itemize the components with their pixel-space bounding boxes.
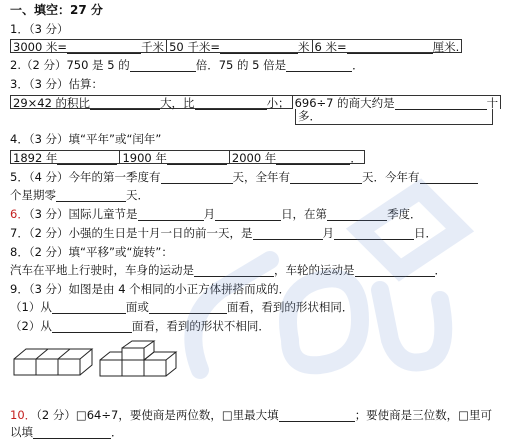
question-6 (10, 207, 422, 221)
q3-a2-text: 大，比 (160, 96, 195, 110)
q2-text2: 倍．75 的 5 倍是 (195, 58, 287, 72)
answer-blank[interactable] (355, 264, 435, 277)
q7-text3: 日． (414, 226, 438, 240)
question-10 (10, 408, 492, 422)
q6-text2: 月 (203, 207, 216, 221)
q4-b-text: 1900 年 (122, 151, 167, 165)
q7-text1: 7．（2 分）小强的生日是十月一日的前一天，是 (10, 226, 253, 240)
q4-a-text: 1892 年 (13, 151, 58, 165)
q10-end: ． (111, 425, 123, 439)
question-9-head (10, 282, 290, 296)
q1-b-unit: 米 (298, 40, 310, 54)
q10-text3: 以填 (10, 425, 33, 439)
question-5 (10, 170, 478, 184)
cube-figure-right (98, 340, 182, 378)
answer-blank[interactable] (138, 208, 204, 221)
question-9-part-1 (10, 300, 353, 314)
answer-blank[interactable] (276, 152, 350, 165)
question-10-cont (10, 425, 123, 439)
q9-l2a: （2）从 (10, 319, 52, 333)
q5-text2: 天，全年有 (232, 170, 291, 184)
question-7 (10, 226, 437, 240)
section-title-text: 一、填空：27 分 (10, 3, 103, 17)
answer-blank[interactable] (215, 208, 281, 221)
q10-text1: （2 分）□64÷7，要使商是两位数，□里最大填 (36, 408, 279, 422)
answer-blank[interactable] (57, 152, 117, 165)
answer-blank[interactable] (327, 208, 387, 221)
answer-blank[interactable] (33, 426, 111, 439)
answer-blank[interactable] (286, 59, 352, 72)
q1-a-unit: 千米 (141, 40, 165, 54)
question-8 (10, 263, 446, 277)
q2-num: 2. (10, 58, 21, 72)
watermark-logo (160, 170, 480, 390)
q1-c-unit: 厘米. (432, 40, 460, 54)
q6-text3: 日，在第 (281, 207, 328, 221)
q4-end: ． (350, 151, 362, 165)
q10-text2: ；要使商是三位数，□里可 (354, 408, 493, 422)
q9-l1b: 面或 (125, 300, 149, 314)
question-5-cont (10, 188, 149, 202)
q2-text1: （2 分）750 是 5 的 (20, 58, 130, 72)
answer-blank[interactable] (279, 409, 355, 422)
q1-box-c (313, 39, 463, 53)
question-4-head (10, 132, 161, 146)
answer-blank[interactable] (167, 152, 227, 165)
q10-num: 10． (10, 408, 37, 422)
question-2 (10, 58, 364, 72)
q1-box-a (10, 39, 167, 53)
q4-c-text: 2000 年 (231, 151, 277, 165)
q3-box-b-cont (295, 109, 493, 125)
answer-blank[interactable] (52, 320, 132, 333)
q9-head-text: 9．（3 分）如图是由 4 个相同的小正方体拼搭而成的． (10, 282, 291, 296)
answer-blank[interactable] (347, 41, 433, 54)
answer-blank[interactable] (220, 41, 298, 54)
q1-box-b (167, 39, 312, 53)
q2-end: ． (352, 58, 364, 72)
answer-blank[interactable] (290, 171, 362, 184)
q6-text1: （3 分）国际儿童节是 (28, 207, 138, 221)
q8-text2: ，车轮的运动是 (274, 263, 355, 277)
q5-text1: 5．（4 分）今年的第一季度有 (10, 170, 161, 184)
q7-text2: 月 (322, 226, 335, 240)
q8-end: ． (434, 263, 446, 277)
q3-b-text: 696÷7 的商大约是 (294, 96, 395, 110)
q9-l1a: （1）从 (10, 300, 52, 314)
answer-blank[interactable] (52, 301, 126, 314)
question-3 (10, 95, 501, 110)
q3-b3-text: 多． (298, 109, 321, 123)
q4-box-a (10, 150, 120, 164)
question-4 (10, 150, 365, 165)
q3-b2-text: 十 (486, 96, 499, 110)
q1-b-text: 50 千米= (169, 40, 220, 54)
cube-figure-left (12, 345, 96, 377)
answer-blank[interactable] (149, 301, 227, 314)
q3-head-text: 3．（3 分）估算： (10, 77, 104, 91)
q3-a-text: 29×42 的积比 (13, 96, 91, 110)
q6-text4: 季度． (387, 207, 422, 221)
q3-box-b (293, 95, 502, 109)
q9-l1c: 面看，看到的形状相同． (226, 300, 354, 314)
q5-text5: 天． (126, 188, 149, 202)
q6-num: 6． (10, 207, 29, 221)
answer-blank[interactable] (67, 41, 141, 54)
q3-box-a (10, 95, 293, 109)
q8-head-text: 8．（2 分）填“平移”或“旋转”： (10, 245, 173, 259)
q5-text3: 天．今年有 (362, 170, 420, 184)
answer-blank[interactable] (130, 59, 196, 72)
answer-blank[interactable] (90, 97, 160, 110)
answer-blank[interactable] (194, 264, 274, 277)
question-9-part-2 (10, 319, 270, 333)
question-8-head (10, 245, 173, 259)
answer-blank[interactable] (420, 171, 478, 184)
q1-head-text: 1．（3 分） (10, 22, 69, 36)
answer-blank[interactable] (195, 97, 267, 110)
answer-blank[interactable] (56, 189, 126, 202)
answer-blank[interactable] (161, 171, 233, 184)
q5-text4: 个星期零 (10, 188, 56, 202)
q1-a-text: 3000 米= (13, 40, 68, 54)
q4-box-b (120, 150, 229, 164)
answer-blank[interactable] (253, 227, 323, 240)
question-1 (10, 39, 462, 54)
question-3-head (10, 77, 103, 91)
q8-text1: 汽车在平地上行驶时，车身的运动是 (10, 263, 194, 277)
answer-blank[interactable] (334, 227, 414, 240)
q1-c-text: 6 米= (314, 40, 347, 54)
question-1-head (10, 22, 69, 36)
section-title (10, 3, 103, 17)
q4-box-c (230, 150, 365, 164)
q9-l2b: 面看，看到的形状不相同． (131, 319, 270, 333)
q3-a3-text: 小； (266, 96, 290, 110)
q4-head-text: 4．（3 分）填“平年”或“闰年” (10, 132, 162, 146)
